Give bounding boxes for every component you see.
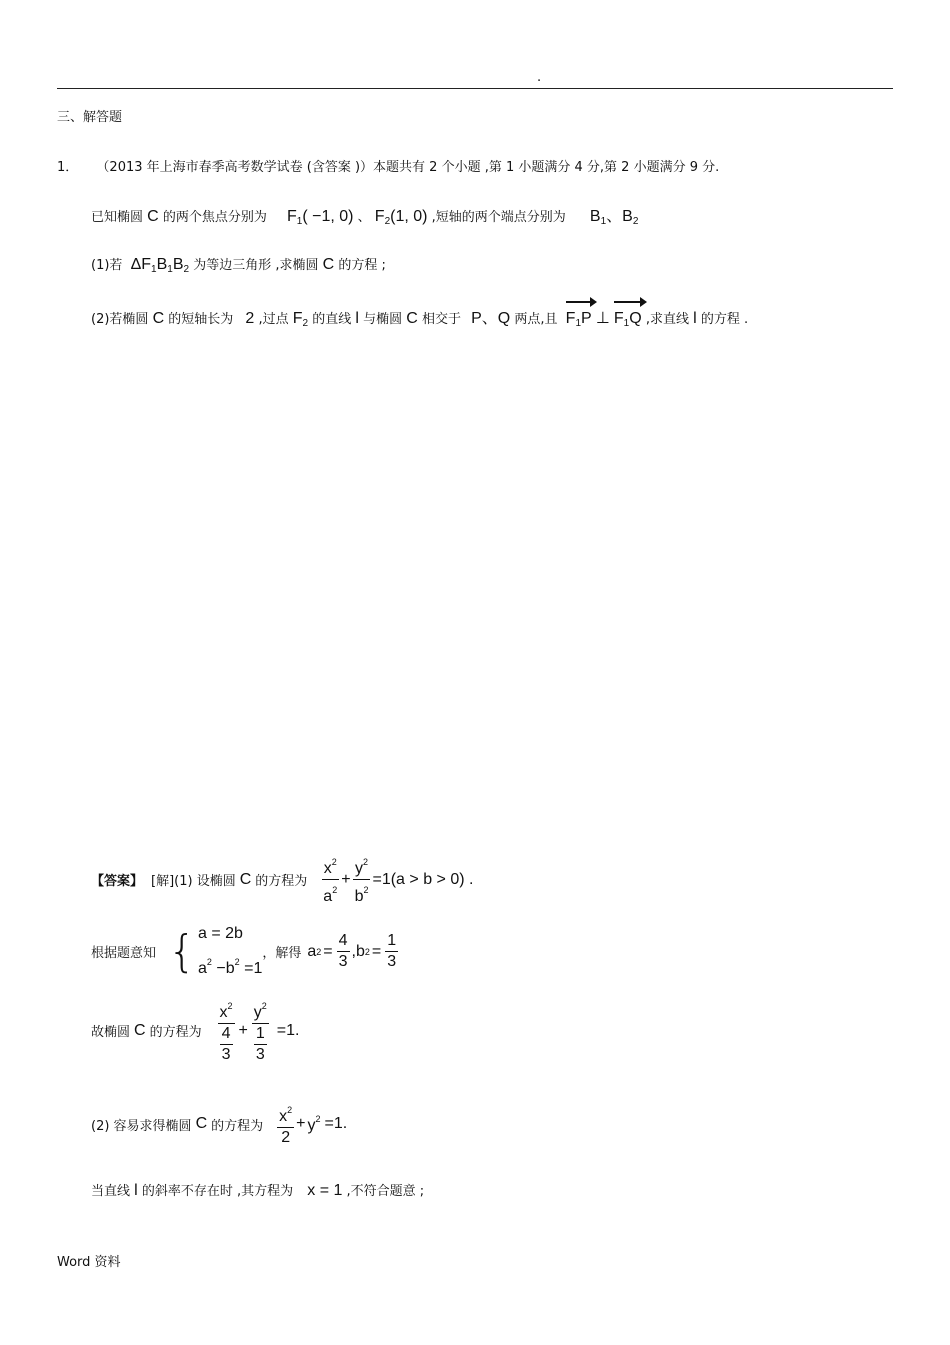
symbol-l: l xyxy=(693,310,697,327)
equation-system xyxy=(198,920,262,983)
question-2 xyxy=(91,305,748,329)
triangle-F1B1B2: $\Delta F_1B_1B_2$ xyxy=(130,256,190,275)
symbol-C: C xyxy=(406,310,418,327)
answer-line-4 xyxy=(91,1100,347,1148)
header-dot: . xyxy=(537,70,542,85)
answer-tag: 【答案】 xyxy=(91,874,144,889)
symbol-C: C xyxy=(147,208,159,225)
answer-line-3 xyxy=(91,996,299,1065)
perp-symbol: ⊥ xyxy=(595,310,610,327)
symbol-C: C xyxy=(134,1021,146,1039)
q2-text: ,求直线 xyxy=(645,312,689,327)
q2-text: 两点,且 xyxy=(514,312,558,327)
symbol-l: l xyxy=(355,310,359,327)
vector-F1Q: $F_1Q$ xyxy=(613,310,642,329)
q2-text: 的直线 xyxy=(312,312,352,327)
ellipse-general-equation: $\frac{x^2}{a^2}$ + $\frac{y^2}{b^2}$ =1(a > b > 0) . xyxy=(319,852,473,907)
equation-x-eq-1: x = 1 xyxy=(307,1182,343,1199)
answer-text: 当直线 xyxy=(91,1184,131,1199)
problem-header xyxy=(57,156,719,175)
answer-line-2 xyxy=(91,920,400,983)
answer-text: 根据题意知 xyxy=(91,946,157,961)
vector-F1P: $F_1P$ xyxy=(565,310,592,329)
q1-text: 的方程 ; xyxy=(338,258,386,273)
system-eq-2: $a^2 -b^2 =1$ xyxy=(198,957,263,977)
footer-text: Word 资料 xyxy=(57,1255,121,1270)
q1-label: (1)若 xyxy=(91,258,123,273)
symbol-C: C xyxy=(239,870,252,888)
system-eq-1: a = 2b xyxy=(198,925,243,942)
q1-text: 为等边三角形 ,求椭圆 xyxy=(193,258,319,273)
solution-values: a 2 = $\frac{4}{3}$ , b 2 = $\frac{1}{3}$ xyxy=(307,932,397,970)
symbol-2: 2 xyxy=(245,310,255,327)
answer-text: 的方程为 xyxy=(149,1025,202,1040)
answer-line-1 xyxy=(91,852,473,907)
answer-text: ，解得 xyxy=(262,946,302,961)
q2-text: 的方程 . xyxy=(700,312,749,327)
endpoints-B1-B2: $B_1$、$B_2$ xyxy=(589,208,639,227)
focus-F2: $F_2(1$, 0) xyxy=(374,208,428,227)
q2-label: (2)若椭圆 xyxy=(91,312,149,327)
focus-F1: $F_1( -1$, 0) xyxy=(287,208,354,227)
problem-source: （2013 年上海市春季高考数学试卷 (含答案 )）本题共有 2 个小题 ,第 1 小题满分 4 分,第 2 小题满分 9 分. xyxy=(96,160,720,175)
symbol-PQ: P、Q xyxy=(471,310,511,327)
answer-text: [解](1) 设椭圆 xyxy=(151,874,236,889)
answer-text: ,不符合题意 ; xyxy=(346,1184,425,1199)
brace-glyph: { xyxy=(168,925,197,977)
answer-text: 的斜率不存在时 ,其方程为 xyxy=(141,1184,294,1199)
q2-text: 的短轴长为 xyxy=(168,312,234,327)
answer-text: 故椭圆 xyxy=(91,1025,131,1040)
answer-text: 的方程为 xyxy=(211,1118,264,1134)
given-text: ,短轴的两个端点分别为 xyxy=(431,210,566,225)
question-1 xyxy=(91,254,386,275)
symbol-F2: $F_2$ xyxy=(292,310,309,329)
section-title: 三、解答题 xyxy=(57,110,123,125)
given-text: 已知椭圆 xyxy=(91,210,144,225)
ellipse-equation-q2: $\frac{x^2}{2}$ + $y^2$ =1. xyxy=(275,1100,347,1148)
q2-text: ,过点 xyxy=(258,312,289,327)
symbol-C: C xyxy=(152,310,165,327)
q2-text: 相交于 xyxy=(421,312,461,327)
answer-text: (2) 容易求得椭圆 xyxy=(91,1118,192,1134)
problem-number: 1． xyxy=(57,160,79,175)
symbol-C: C xyxy=(195,1115,208,1132)
answer-text: 的方程为 xyxy=(255,874,308,889)
problem-given xyxy=(91,203,638,227)
header-rule xyxy=(57,88,893,89)
answer-line-5 xyxy=(91,1180,424,1200)
given-sep: 、 xyxy=(357,210,371,225)
q2-text: 与椭圆 xyxy=(363,312,403,327)
ellipse-equation-q1: $\frac{x^2}{\frac{4}{3}}$ + $\frac{y^2}{\frac{1}{3}}$ =1. xyxy=(214,996,300,1065)
symbol-C: C xyxy=(322,256,335,273)
symbol-l: l xyxy=(134,1182,138,1199)
given-text: 的两个焦点分别为 xyxy=(162,210,267,225)
